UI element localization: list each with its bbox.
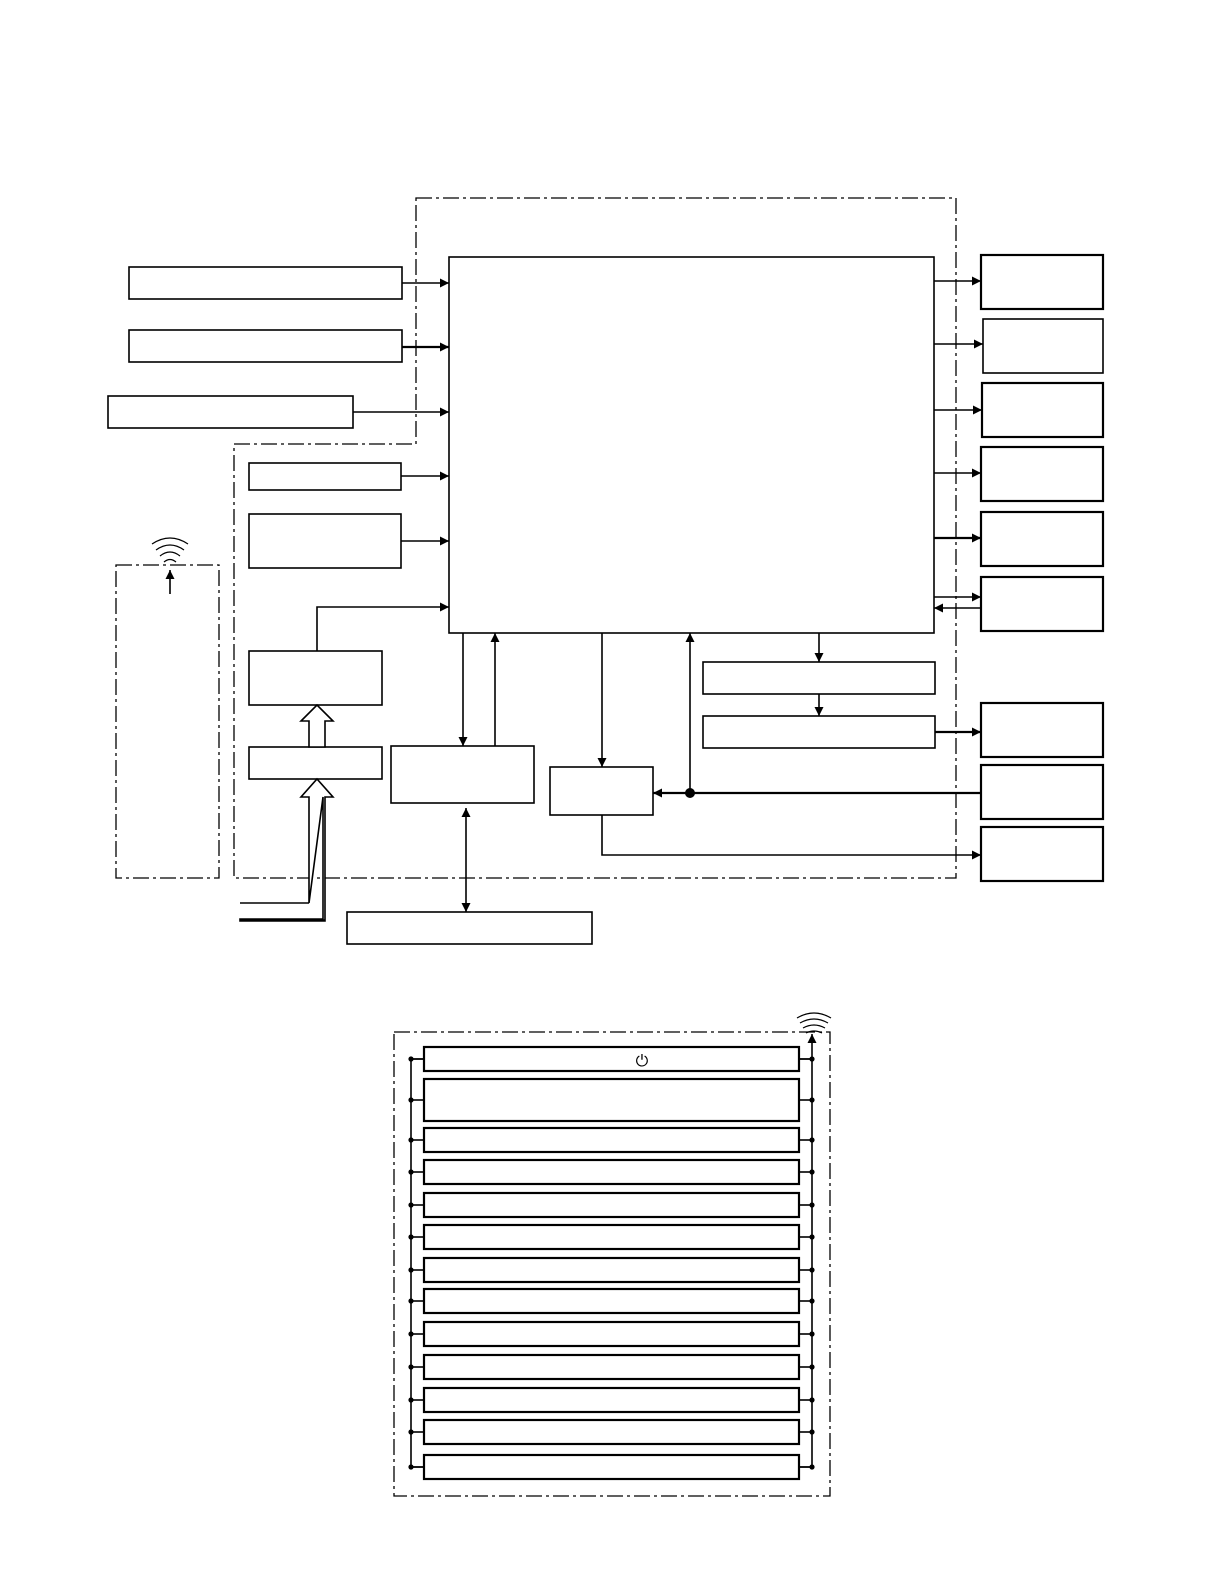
receiver-block xyxy=(249,651,382,705)
output-block-7 xyxy=(981,703,1103,757)
key-row-11 xyxy=(424,1388,799,1412)
output-block-6 xyxy=(981,577,1103,631)
output-block-9 xyxy=(981,827,1103,881)
remote-area-boundary xyxy=(116,565,219,878)
bus-arrow-up-2 xyxy=(240,779,333,921)
key-row-power xyxy=(424,1047,799,1071)
junction-dot xyxy=(685,788,695,798)
input-block-4 xyxy=(249,463,401,490)
remote-transmit-icon xyxy=(797,1013,831,1033)
output-block-mid-2 xyxy=(703,716,935,748)
key-rows xyxy=(424,1047,799,1479)
key-row-12 xyxy=(424,1420,799,1444)
output-block-3 xyxy=(982,383,1103,437)
driver-block xyxy=(550,767,653,815)
connector-block xyxy=(249,747,382,779)
remote-bus-left xyxy=(411,1059,424,1467)
key-row-13 xyxy=(424,1455,799,1479)
key-row-3 xyxy=(424,1128,799,1152)
interface-block xyxy=(391,746,534,803)
key-row-4 xyxy=(424,1160,799,1184)
bus-arrow-up-1 xyxy=(301,705,333,747)
input-block-5 xyxy=(249,514,401,568)
output-block-5 xyxy=(981,512,1103,566)
external-connector-block xyxy=(347,912,592,944)
key-row-2 xyxy=(424,1079,799,1121)
key-row-9 xyxy=(424,1322,799,1346)
key-row-7 xyxy=(424,1258,799,1282)
remote-bus-right xyxy=(799,1059,812,1467)
key-row-5 xyxy=(424,1193,799,1217)
output-block-1 xyxy=(981,255,1103,309)
remote-signal-icon xyxy=(152,538,188,562)
key-row-6 xyxy=(424,1225,799,1249)
power-icon: ⏻ xyxy=(635,1051,649,1070)
output-block-4 xyxy=(981,447,1103,501)
input-block-1 xyxy=(129,267,402,299)
output-block-8 xyxy=(981,765,1103,819)
key-row-10 xyxy=(424,1355,799,1379)
key-row-8 xyxy=(424,1289,799,1313)
output-block-2 xyxy=(983,319,1103,373)
input-block-2 xyxy=(129,330,402,362)
output-block-mid-1 xyxy=(703,662,935,694)
signal-in-6 xyxy=(317,607,449,651)
driver-to-output xyxy=(602,815,981,855)
main-controller-block xyxy=(449,257,934,633)
input-block-3 xyxy=(108,396,353,428)
